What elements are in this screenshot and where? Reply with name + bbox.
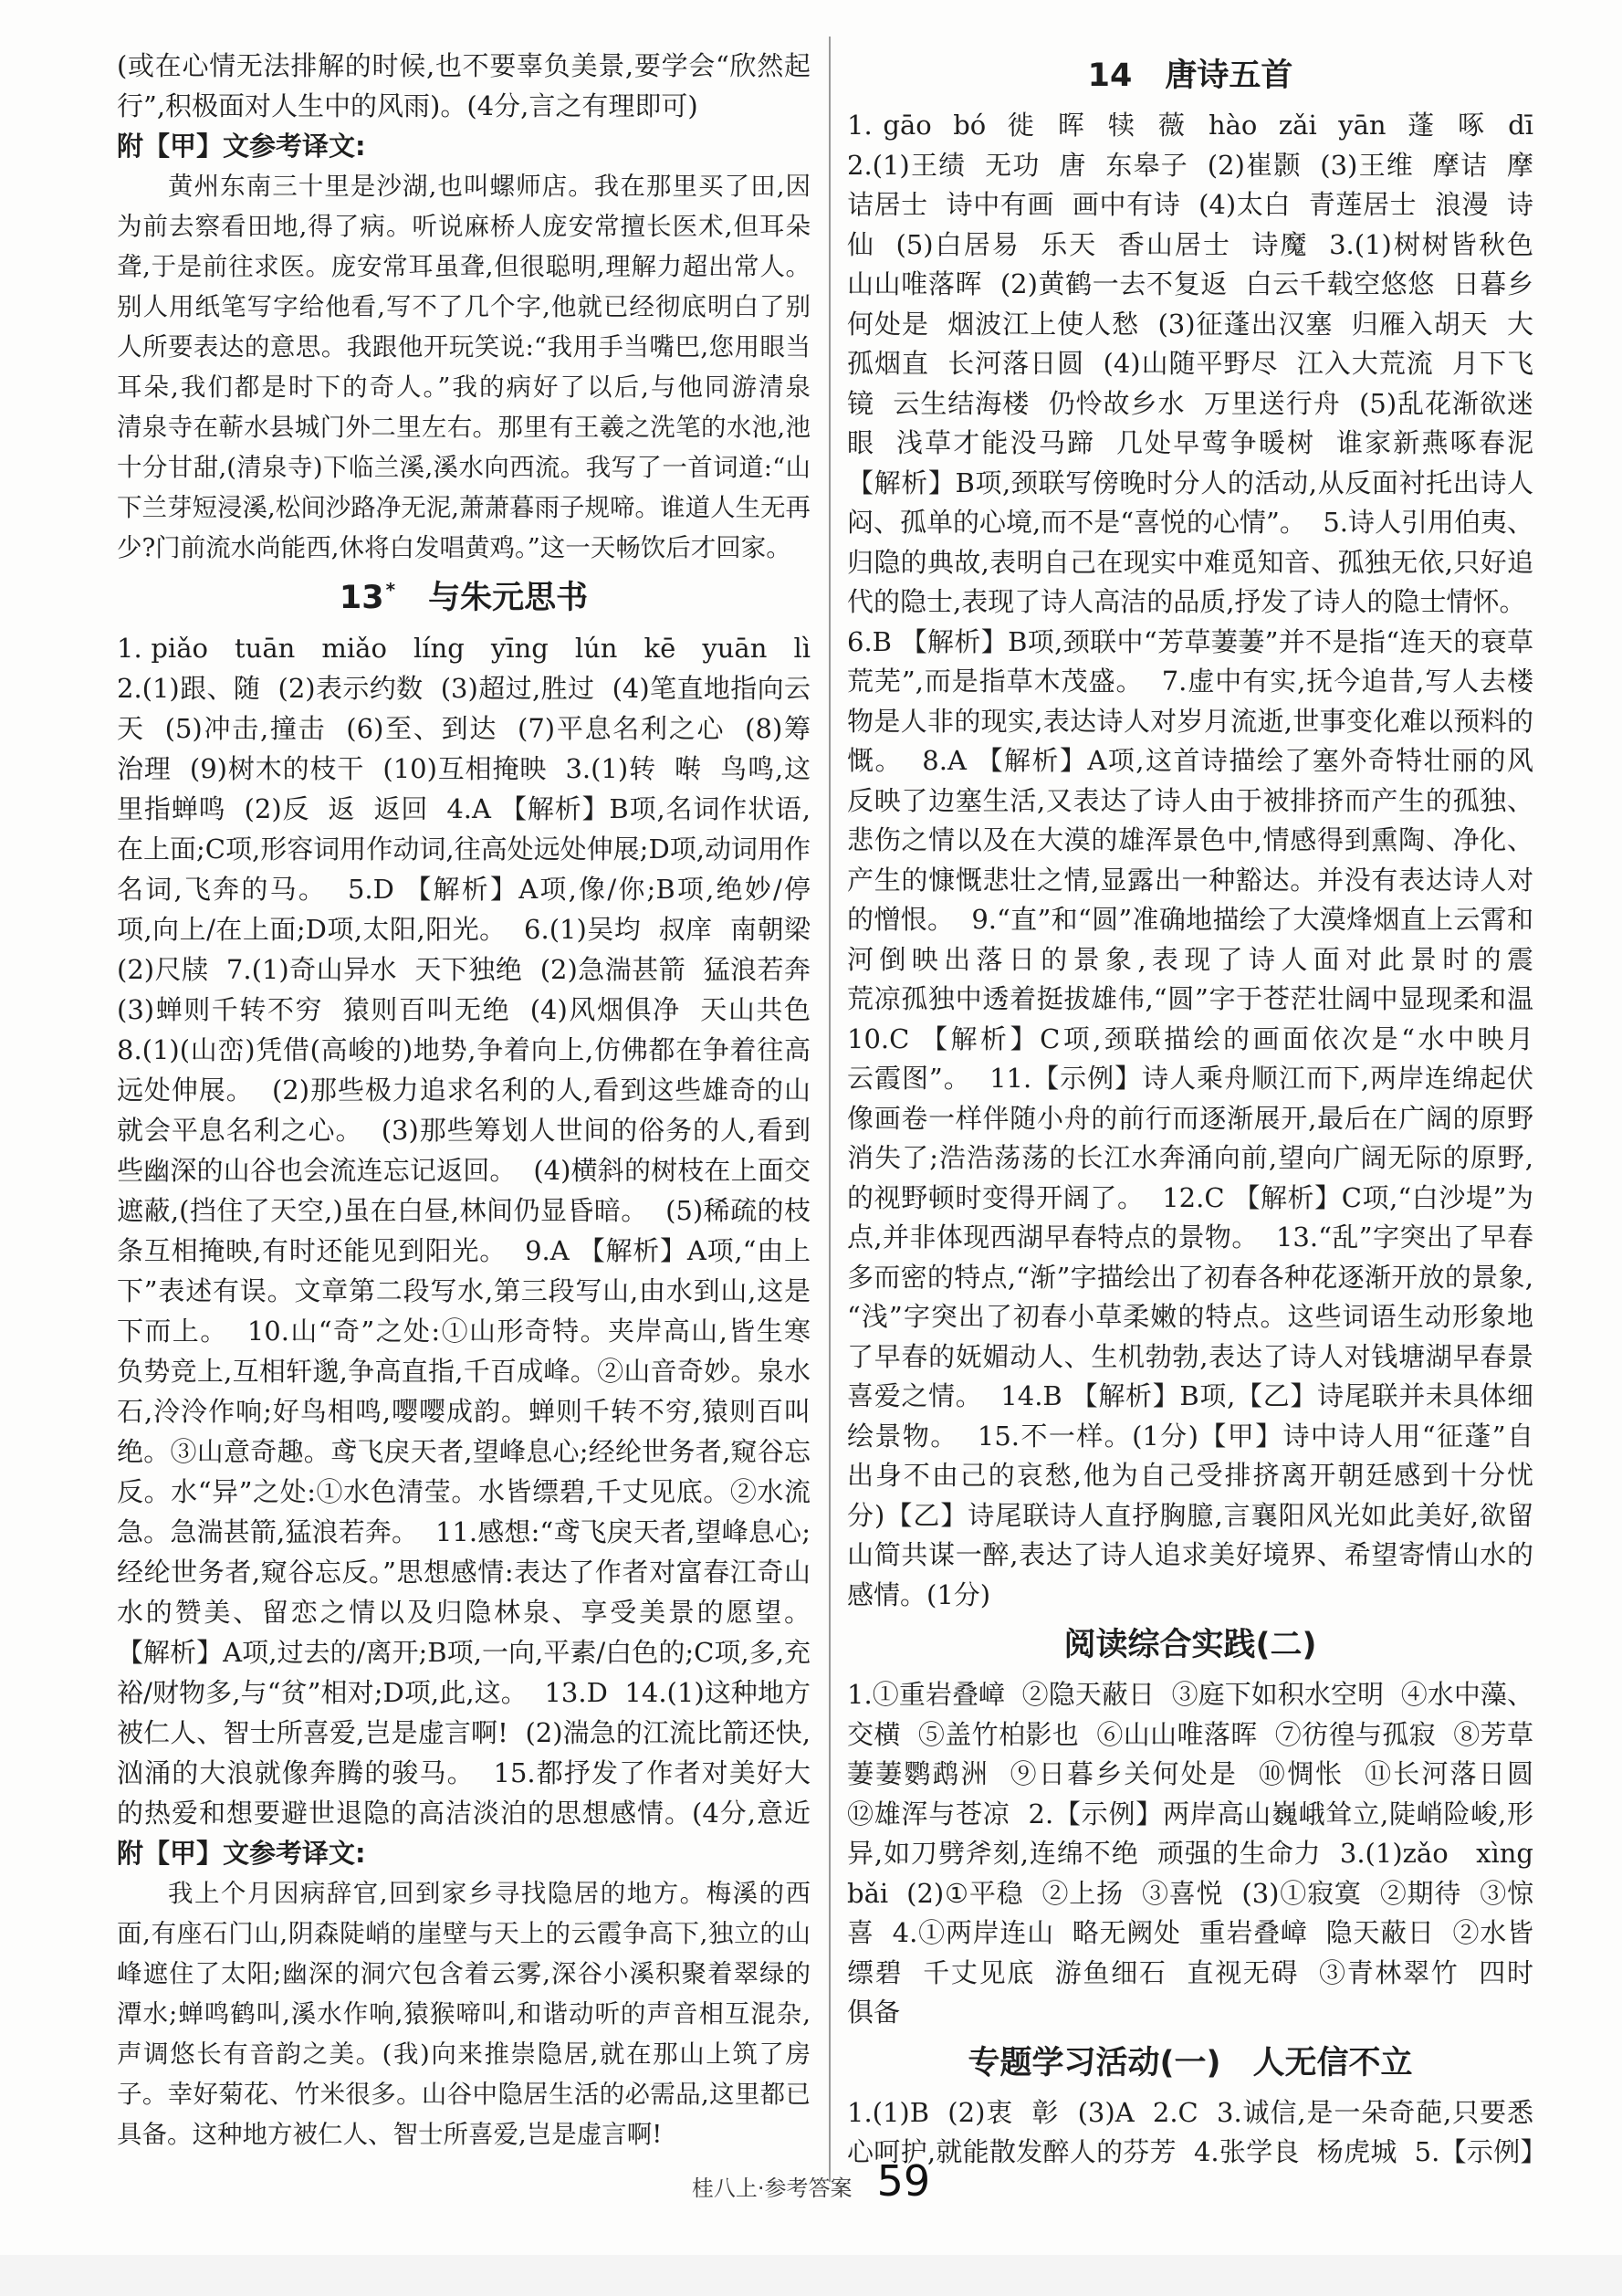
text-line: ⑫雄浑与苍凉 2.【示例】两岸高山巍峨耸立,陡峭险峻,形 (847, 1798, 1533, 1829)
text-line: 了早春的妩媚动人、生机勃勃,表达了诗人对钱塘湖早春景 (847, 1340, 1533, 1372)
text-line: 镜 云生结海楼 仍怜故乡水 万里送行舟 (5)乱花渐欲迷 (847, 387, 1533, 419)
text-line: 山简共谋一醉,表达了诗人追求美好境界、希望寄情山水的 (847, 1539, 1533, 1570)
text-line: 2.(1)跟、随 (2)表示约数 (3)超过,胜过 (4)笔直地指向云 (117, 673, 811, 704)
text-line: 清泉寺在蕲水县城门外二里左右。那里有王羲之洗笔的水池,池 (117, 413, 811, 442)
text-line: 峰遮住了太阳;幽深的洞穴包含着云雾,深谷小溪积聚着翠绿的 (117, 1959, 811, 1988)
text-line: 的憎恨。 9.“直”和“圆”准确地描绘了大漠烽烟直上云霄和 (847, 904, 1533, 935)
text-line: 负势竞上,互相轩邈,争高直指,千百成峰。②山音奇妙。泉水 (117, 1356, 811, 1387)
text-line: 感情。(1分) (847, 1578, 991, 1610)
text-line: 【解析】A项,过去的/离开;B项,一向,平素/白色的;C项,多,充 (117, 1637, 811, 1668)
text-line: 慨。 8.A 【解析】A项,这首诗描绘了塞外奇特壮丽的风 (847, 745, 1533, 776)
text-line: 天 (5)冲击,撞击 (6)至、到达 (7)平息名利之心 (8)筹 (117, 713, 811, 744)
text-line: 远处伸展。 (2)那些极力追求名利的人,看到这些雄奇的山 (117, 1075, 811, 1106)
section-title: 与朱元思书 (428, 580, 589, 616)
answer-paragraph (847, 623, 1533, 1020)
text-line: 喜爱之情。 14.B 【解析】B项,【乙】诗尾联并未具体细 (847, 1380, 1533, 1411)
text-line: 6.B 【解析】B项,颈联中“芳草萋萋”并不是指“连天的衰草 (847, 625, 1533, 657)
text-line: 眼 浅草才能没马蹄 几处早莺争暖树 谁家新燕啄春泥 (847, 427, 1533, 458)
text-line: 我上个月因病辞官,回到家乡寻找隐居的地方。梅溪的西 (168, 1879, 811, 1908)
text-line: 俱备 (847, 1997, 901, 2028)
text-line: 潭水;蝉鸣鹤叫,溪水作响,猿猴啼叫,和谐动听的声音相互混杂, (117, 1999, 811, 2029)
translation-paragraph (117, 1873, 811, 2154)
text-line: 耳朵,我们都是时下的奇人。”我的病好了以后,与他同游清泉 (117, 372, 811, 402)
section-heading (847, 1615, 1533, 1675)
text-line: 下而上。 10.山“奇”之处:①山形奇特。夹岸高山,皆生寒 (117, 1316, 811, 1347)
text-line: 些幽深的山谷也会流连忘记返回。 (4)横斜的树枝在上面交 (117, 1155, 811, 1186)
text-line: 荒凉孤独中透着挺拔雄伟,“圆”字于苍茫壮阔中显现柔和温 (847, 983, 1533, 1014)
text-line: 行”,积极面对人生中的风雨)。(4分,言之有理即可) (117, 90, 698, 121)
text-line: 归隐的典故,表明自己在现实中难觅知音、孤独无依,只好追 (847, 546, 1533, 578)
column-divider (829, 37, 831, 2182)
text-line: 代的隐士,表现了诗人高洁的品质,抒发了诗人的隐士情怀。 (847, 586, 1526, 617)
page-number: 59 (876, 2156, 931, 2206)
text-line: 荒芜”,而是指草木茂盛。 7.虚中有实,抚今追昔,写人去楼 (847, 666, 1533, 697)
text-line: 10.C 【解析】C项,颈联描绘的画面依次是“水中映月 (847, 1022, 1533, 1054)
section-heading (117, 568, 811, 628)
left-column (117, 46, 811, 2154)
text-line: 被仁人、智士所喜爱,岂是虚言啊! (2)湍急的江流比箭还快, (117, 1717, 811, 1748)
text-line: 1. gāo bó 徙 晖 犊 薇 hào zǎi yān 蓬 啄 dī (847, 110, 1533, 141)
section-number-text: 13 (339, 580, 384, 616)
text-line: 裕/财物多,与“贫”相对;D项,此,这。 13.D 14.(1)这种地方 (117, 1677, 811, 1708)
text-line: 产生的慷慨悲壮之情,显露出一种豁达。并没有表达诗人对 (847, 864, 1533, 896)
text-line: 云霞图”。 11.【示例】诗人乘舟顺江而下,两岸连绵起伏 (847, 1063, 1533, 1094)
text-line: 汹涌的大浪就像奔腾的骏马。 15.都抒发了作者对美好大 (117, 1757, 811, 1788)
footer-book-label: 桂八上·参考答案 (691, 2175, 853, 2201)
text-line: 多而密的特点,“渐”字描绘出了初春各种花逐渐开放的景象, (847, 1261, 1533, 1293)
answer-paragraph (847, 1020, 1533, 1616)
text-line: 经纶世务者,窥谷忘反。”思想感情:表达了作者对富春江奇山 (117, 1557, 811, 1588)
text-line: (或在心情无法排解的时候,也不要辜负美景,要学会“欣然起 (117, 50, 811, 81)
text-line: 聋,于是前往求医。庞安常耳虽聋,但很聪明,理解力超出常人。 (117, 252, 811, 281)
text-line: 条互相掩映,有时还能见到阳光。 9.A 【解析】A项,“由上 (117, 1235, 811, 1266)
text-line: 名词,飞奔的马。 5.D 【解析】A项,像/你;B项,绝妙/停 (117, 874, 811, 905)
text-line: 分)【乙】诗尾联诗人直抒胸臆,言襄阳风光如此美好,欲留 (847, 1499, 1533, 1531)
text-line: 就会平息名利之心。 (3)那些筹划人世间的俗务的人,看到 (117, 1115, 811, 1146)
text-line: 物是人非的现实,表达诗人对岁月流逝,世事变化难以预料的 (847, 705, 1533, 737)
text-line: 1.(1)B (2)衷 彰 (3)A 2.C 3.诚信,是一朵奇葩,只要悉 (847, 2096, 1533, 2128)
self-study-mark: * (385, 579, 396, 602)
text-line: (2)尺牍 7.(1)奇山异水 天下独绝 (2)急湍甚箭 猛浪若奔 (117, 954, 811, 985)
translation-label: 附【甲】文参考译文: (117, 131, 366, 162)
text-line: 出身不由己的哀愁,他为自己受排挤离开朝廷感到十分忧 (847, 1460, 1533, 1491)
text-line: (3)蝉则千转不穷 猿则百叫无绝 (4)风烟俱净 天山共色 (117, 994, 811, 1025)
text-line: 别人用纸笔写字给他看,写不了几个字,他就已经彻底明白了别 (117, 292, 811, 321)
text-line: 1. piǎo tuān miǎo líng yīng lún kē yuān lì (117, 633, 811, 664)
section-title: 唐诗五首 (1165, 58, 1293, 94)
text-line: 水的赞美、留恋之情以及归隐林泉、享受美景的愿望。 (117, 1597, 811, 1628)
text-line: 黄州东南三十里是沙湖,也叫螺师店。我在那里买了田,因 (168, 172, 811, 201)
translation-paragraph (117, 166, 811, 568)
answer-paragraph (847, 106, 1533, 623)
text-line: 诘居士 诗中有画 画中有诗 (4)太白 青莲居士 浪漫 诗 (847, 189, 1533, 220)
answer-paragraph (117, 628, 811, 1833)
text-line: 急。急湍甚箭,猛浪若奔。 11.感想:“鸢飞戾天者,望峰息心; (117, 1516, 811, 1547)
text-line: 具备。这种地方被仁人、智士所喜爱,岂是虚言啊! (117, 2120, 663, 2149)
text-line: 十分甘甜,(清泉寺)下临兰溪,溪水向西流。我写了一首词道:“山 (117, 453, 811, 482)
text-line: 2.(1)王绩 无功 唐 东皋子 (2)崔颢 (3)王维 摩诘 摩 (847, 149, 1533, 181)
text-line: 下”表述有误。文章第二段写水,第三段写山,由水到山,这是 (117, 1275, 811, 1306)
text-line: 山山唯落晖 (2)黄鹤一去不复返 白云千载空悠悠 日暮乡 (847, 268, 1533, 299)
text-line: 里指蝉鸣 (2)反 返 返回 4.A 【解析】B项,名词作状语, (117, 793, 811, 824)
text-line: 1.①重岩叠嶂 ②隐天蔽日 ③庭下如积水空明 ④水中藻、 (847, 1679, 1533, 1710)
answer-paragraph (847, 1675, 1533, 2033)
text-line: 的热爱和想要避世退隐的高洁淡泊的思想感情。(4分,意近 (117, 1798, 811, 1829)
section-heading (847, 2033, 1533, 2093)
right-column (847, 46, 1533, 2173)
text-line: 闷、孤单的心境,而不是“喜悦的心情”。 5.诗人引用伯夷、 (847, 507, 1533, 538)
text-line: 绝。③山意奇趣。鸢飞戾天者,望峰息心;经纶世务者,窥谷忘 (117, 1436, 811, 1467)
text-line: bǎi (2)①平稳 ②上扬 ③喜悦 (3)①寂寞 ②期待 ③惊 (847, 1877, 1533, 1909)
text-line: 异,如刀劈斧刻,连绵不绝 顽强的生命力 3.(1)zǎo xìng (847, 1838, 1533, 1869)
text-line: “浅”字突出了初春小草柔嫩的特点。这些词语生动形象地 (847, 1301, 1533, 1332)
translation-label: 附【甲】文参考译文: (117, 1838, 366, 1869)
text-line: 的视野顿时变得开阔了。 12.C 【解析】C项,“白沙堤”为 (847, 1181, 1533, 1213)
text-line: 心呵护,就能散发醉人的芬芳 4.张学良 杨虎城 5.【示例】 (847, 2136, 1533, 2167)
text-line: 悲伤之情以及在大漠的雄浑景色中,情感得到熏陶、净化、 (847, 824, 1533, 855)
text-line: 治理 (9)树木的枝干 (10)互相掩映 3.(1)转 啭 鸟鸣,这 (117, 753, 811, 784)
text-line: 反。水“异”之处:①水色清莹。水皆缥碧,千丈见底。②水流 (117, 1476, 811, 1507)
text-line: 子。幸好菊花、竹米很多。山谷中隐居生活的必需品,这里都已 (117, 2080, 811, 2109)
text-line: 河倒映出落日的景象,表现了诗人面对此景时的震 (847, 943, 1533, 975)
text-line: 8.(1)(山峦)凭借(高峻的)地势,争着向上,仿佛都在争着往高 (117, 1034, 811, 1065)
text-line: 遮蔽,(挡住了天空,)虽在白昼,林间仍显昏暗。 (5)稀疏的枝 (117, 1195, 811, 1226)
text-line: 缥碧 千丈见底 游鱼细石 直视无碍 ③青林翠竹 四时 (847, 1956, 1533, 1988)
text-line: 喜 4.①两岸连山 略无阙处 重岩叠嶂 隐天蔽日 ②水皆 (847, 1917, 1533, 1948)
section-title: 阅读综合实践(二) (1063, 1627, 1317, 1663)
scan-bottom-margin (0, 2255, 1622, 2296)
text-line: 石,泠泠作响;好鸟相鸣,嘤嘤成韵。蝉则千转不穷,猿则百叫 (117, 1396, 811, 1427)
text-line: 萋萋鹦鹉洲 ⑨日暮乡关何处是 ⑩惆怅 ⑪长河落日圆 (847, 1758, 1533, 1789)
text-line: 【解析】B项,颈联写傍晚时分人的活动,从反面衬托出诗人 (847, 467, 1533, 498)
text-line: 交横 ⑤盖竹柏影也 ⑥山山唯落晖 ⑦彷徨与孤寂 ⑧芳草 (847, 1718, 1533, 1750)
text-line: 反映了边塞生活,又表达了诗人由于被排挤而产生的孤独、 (847, 784, 1533, 816)
section-number (1088, 58, 1133, 94)
text-line: 点,并非体现西湖早春特点的景物。 13.“乱”字突出了早春 (847, 1221, 1533, 1253)
section-number-text: 14 (1087, 58, 1133, 94)
text-line: 何处是 烟波江上使人愁 (3)征蓬出汉塞 归雁入胡天 大 (847, 308, 1533, 340)
text-line: 仙 (5)白居易 乐天 香山居士 诗魔 3.(1)树树皆秋色 (847, 228, 1533, 260)
section-number (340, 580, 395, 616)
text-line: 像画卷一样伴随小舟的前行而逐渐展开,最后在广阔的原野 (847, 1102, 1533, 1134)
text-line: 在上面;C项,形容词用作动词,往高处远处伸展;D项,动词用作 (117, 833, 811, 865)
answer-paragraph (117, 46, 811, 126)
text-line: 少?门前流水尚能西,休将白发唱黄鸡。”这一天畅饮后才回家。 (117, 533, 791, 562)
text-line: 项,向上/在上面;D项,太阳,阳光。 6.(1)吴均 叔庠 南朝梁 (117, 914, 811, 945)
text-line: 消失了;浩浩荡荡的长江水奔涌向前,望向广阔无际的原野, (847, 1142, 1533, 1173)
text-line: 人所要表达的意思。我跟他开玩笑说:“我用手当嘴巴,您用眼当 (117, 332, 811, 362)
text-line: 声调悠长有音韵之美。(我)向来推崇隐居,就在那山上筑了房 (117, 2039, 811, 2069)
section-heading (847, 46, 1533, 106)
text-line: 为前去察看田地,得了病。听说麻桥人庞安常擅长医术,但耳朵 (117, 212, 811, 241)
text-line: 孤烟直 长河落日圆 (4)山随平野尽 江入大荒流 月下飞 (847, 348, 1533, 379)
text-line: 下兰芽短浸溪,松间沙路净无泥,萧萧暮雨子规啼。谁道人生无再 (117, 493, 811, 522)
page-footer (0, 2156, 1622, 2206)
text-line: 绘景物。 15.不一样。(1分)【甲】诗中诗人用“征蓬”自 (847, 1420, 1533, 1452)
section-title: 专题学习活动(一) 人无信不立 (968, 2044, 1413, 2081)
text-line: 面,有座石门山,阴森陡峭的崖壁与天上的云霞争高下,独立的山 (117, 1919, 811, 1948)
